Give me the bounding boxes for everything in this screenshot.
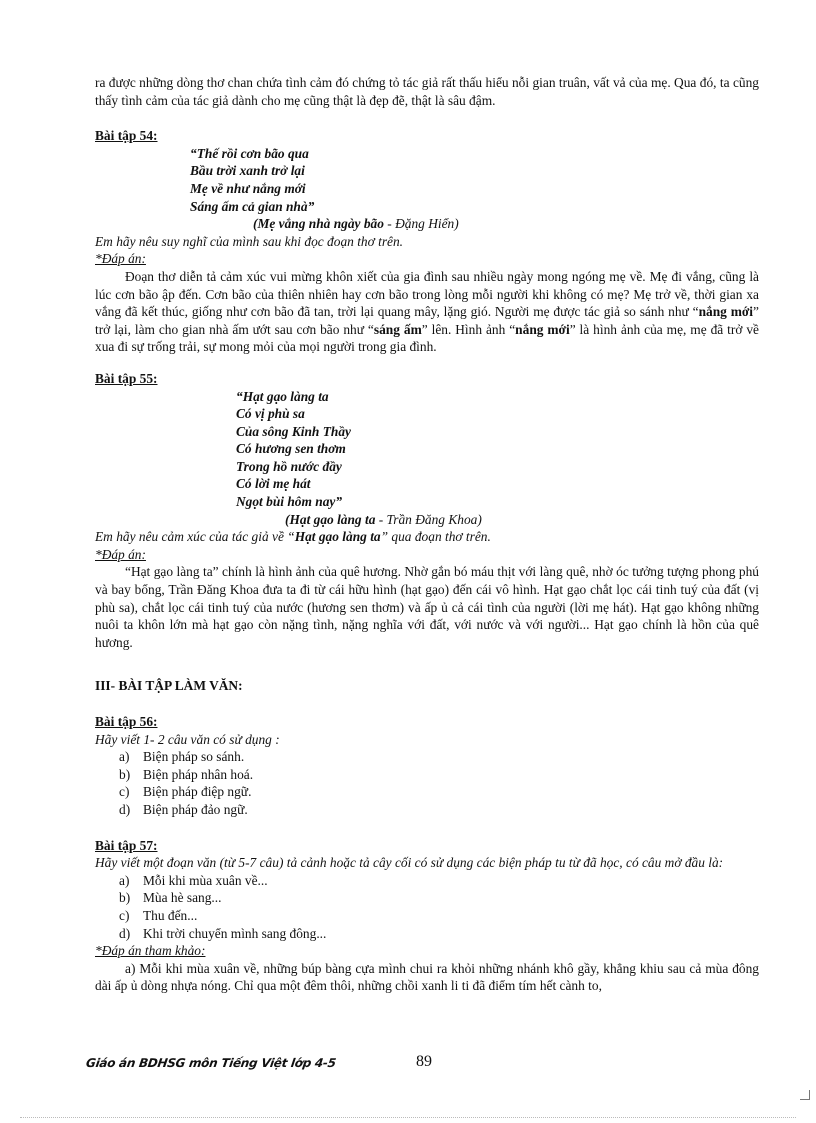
keyword: nắng mới (698, 304, 754, 320)
keyword: sáng ấm (373, 321, 422, 337)
section-heading: III- BÀI TẬP LÀM VĂN: (95, 678, 243, 694)
poem-line: Của sông Kinh Thầy (236, 423, 351, 439)
poem-line: Sáng ấm cả gian nhà” (190, 198, 315, 214)
exercise-55-answer-label: *Đáp án: (95, 546, 146, 562)
exercise-56-title: Bài tập 56: (95, 714, 158, 729)
keyword: Hạt gạo làng ta (294, 529, 381, 545)
poem-line: Ngọt bùi hôm nay” (236, 494, 343, 510)
poem-line: Bầu trời xanh trở lại (190, 163, 305, 179)
exercise-57-list (95, 872, 759, 942)
list-item: c) Biện pháp điệp ngữ. (119, 784, 252, 800)
poem-line: Có vị phù sa (236, 406, 305, 422)
list-item: d) Biện pháp đảo ngữ. (119, 801, 248, 817)
exercise-54-answer: Đoạn thơ diễn tả cảm xúc vui mừng khôn xiết của gia đình sau nhiều ngày mong ngóng mẹ về. Mẹ đi vắng, cũng là lúc cơn bão ập đến. Cơn bão của thiên nhiên hay cơn bão trong lòng mỗi người khi không có mẹ? Mẹ trở về, thời gian xa vắng đã kết thúc, giống như cơn bão đã tan, trời lại quang mây, lặng gió. Người mẹ được tác giả so sánh như “nắng mới” trở lại, làm cho gian nhà ấm ướt sau cơn bão như “sáng ấm” lên. Hình ảnh “nắng mới” là hình ảnh của mẹ, mẹ đã trở về xua đi sự trống trải, sự mong mỏi của mọi người trong gia đình. (95, 268, 759, 355)
source-author: - Đặng Hiển) (383, 216, 459, 232)
poem-line: Trong hồ nước đầy (236, 458, 342, 474)
poem-line: Mẹ về như nắng mới (190, 180, 306, 196)
poem-line: “Thế rồi cơn bão qua (190, 145, 309, 161)
poem-line: “Hạt gạo làng ta (236, 388, 329, 404)
keyword: nắng mới (515, 321, 570, 337)
exercise-57-answer: a) Mỗi khi mùa xuân về, những búp bàng cựa mình chui ra khỏi những nhánh khô gầy, khẳng khiu sau cả mùa đông dài ấp ủ dòng nhựa nóng. Chỉ qua một đêm thôi, những chồi xanh li ti đã điểm tím hết cành to, (95, 960, 759, 994)
exercise-55-poem (95, 388, 759, 511)
footer-title: Giáo án BDHSG môn Tiếng Việt lớp 4-5 (85, 1056, 337, 1070)
poem-line: Có hương sen thơm (236, 441, 346, 457)
page-bottom-divider (20, 1117, 796, 1118)
exercise-55-source (95, 511, 759, 529)
list-item: c) Thu đến... (119, 907, 198, 923)
list-item: d) Khi trời chuyển mình sang đông... (119, 925, 327, 941)
source-title: (Mẹ vắng nhà ngày bão (253, 216, 384, 232)
exercise-54-answer-label: *Đáp án: (95, 251, 146, 267)
poem-line: Có lời mẹ hát (236, 476, 311, 492)
exercise-55-question: Em hãy nêu cảm xúc của tác giả về “Hạt gạo làng ta” qua đoạn thơ trên. (95, 529, 491, 545)
page-number: 89 (416, 1053, 432, 1070)
source-title: (Hạt gạo làng ta (285, 511, 376, 527)
exercise-54-poem (95, 145, 759, 215)
exercise-56-list (95, 748, 759, 818)
source-author: - Trần Đăng Khoa) (375, 511, 482, 527)
page-footer (86, 1055, 750, 1077)
exercise-54-source (95, 215, 759, 233)
exercise-55-answer: “Hạt gạo làng ta” chính là hình ảnh của quê hương. Nhờ gắn bó máu thịt với làng quê, nhờ óc tưởng tượng phong phú và bay bổng, Trần Đăng Khoa đưa ta đi từ cái hữu hình (hạt gạo) đến cái vô hình. Hạt gạo chắt lọc cái tinh tuý của đất (vị phù sa), chắt lọc cái tinh tuý của nước (hương sen thơm) và ấp ủ cả cái tình của người (lời mẹ hát). Hạt gạo không những nuôi ta khôn lớn mà hạt gạo còn nặng tình, nặng nghĩa với đất, với nước và với người... Hạt gạo chính là hồn của quê hương. (95, 564, 759, 650)
exercise-54-title: Bài tập 54: (95, 128, 158, 144)
list-item: a) Biện pháp so sánh. (119, 749, 245, 765)
exercise-57-title: Bài tập 57: (95, 837, 158, 853)
exercise-57-answer-label: *Đáp án tham khảo: (95, 943, 206, 959)
exercise-57-question: Hãy viết một đoạn văn (từ 5-7 câu) tả cảnh hoặc tả cây cối có sử dụng các biện pháp tu từ đã học, có câu mở đầu là: (95, 855, 724, 871)
exercise-56-question: Hãy viết 1- 2 câu văn có sử dụng : (95, 731, 280, 747)
document-page (95, 74, 759, 995)
list-item: a) Mỗi khi mùa xuân về... (119, 872, 268, 888)
list-item: b) Biện pháp nhân hoá. (119, 766, 254, 782)
list-item: b) Mùa hè sang... (119, 890, 222, 906)
page-corner-mark (800, 1090, 810, 1100)
exercise-54-question: Em hãy nêu suy nghĩ của mình sau khi đọc đoạn thơ trên. (95, 233, 404, 249)
exercise-55-title: Bài tập 55: (95, 370, 158, 386)
intro-paragraph: ra được những dòng thơ chan chứa tình cảm đó chứng tỏ tác giả rất thấu hiểu nỗi gian truân, vất vả của mẹ. Qua đó, ta cũng thấy tình cảm của tác giả dành cho mẹ cũng thật là đẹp đẽ, thật là sâu đậm. (95, 75, 759, 108)
